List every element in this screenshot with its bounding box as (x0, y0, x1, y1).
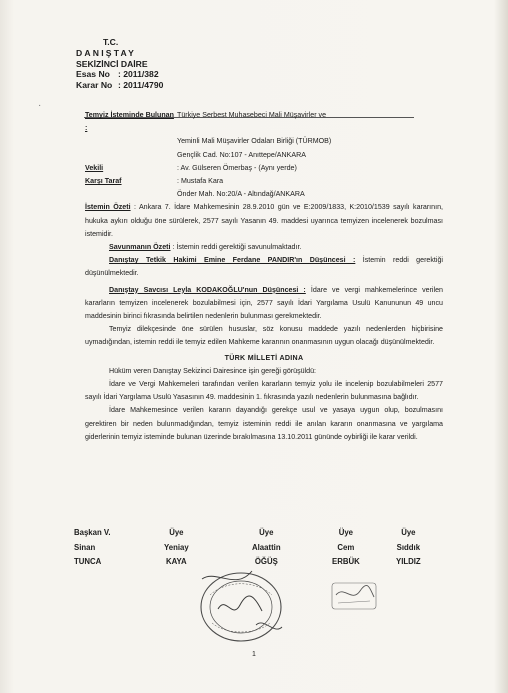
temyiz-line-1: Türkiye Serbest Muhasebeci Mali Müşavirler ve (177, 111, 327, 119)
signature-uye-3 (332, 526, 360, 570)
header-court: DANIŞTAY (76, 47, 137, 58)
ozet-label: İstemin Özeti (85, 203, 131, 212)
document-body (85, 109, 443, 444)
signature-role: Başkan V. (74, 528, 111, 537)
scan-mark: · (38, 100, 42, 111)
document-header (76, 37, 163, 91)
page-number: 1 (252, 651, 256, 658)
savci-paragraph-2: Temyiz dilekçesinde öne sürülen hususlar, söz konusu maddede yazılı nedenlerden hiçbirisine uymadığından, istemin reddi ile temyiz edilen Mahkeme kararının onanmasının uygun olacağı düşünülmektedir. (85, 325, 443, 347)
decision-title: TÜRK MİLLETİ ADINA (224, 353, 304, 362)
signature-first-name: Alaattin (252, 542, 281, 552)
savci-paragraph (85, 284, 443, 324)
signature-uye-4 (396, 526, 421, 570)
vekil-label: Vekili (85, 163, 104, 172)
hakim-label: Danıştay Tetkik Hakimi Emine Ferdane PANDIR'ın Düşüncesi : (109, 256, 356, 265)
esas-row (76, 69, 163, 80)
vekil-party (85, 162, 443, 175)
decision-paragraph-2: İdare ve Vergi Mahkemeleri tarafından verilen kararların temyiz yolu ile incelenip bozulabilmeleri 2577 sayılı İdari Yargılama Usulü Yasasının 49. maddesinin 1. fıkrasında yazılı nedenlerin bulunmasına bağlıdır. (85, 380, 443, 402)
savunma-paragraph (85, 241, 443, 254)
signature-last-name: ERBÜK (332, 557, 360, 566)
temyiz-label: Temyiz İsteminde Bulunan : (85, 111, 174, 133)
signature-first-name: Sinan (74, 542, 96, 552)
decision-paragraph-3: İdare Mahkemesince verilen kararın dayandığı gerekçe usul ve yasaya uygun olup, bozulmasını gerektiren bir neden bulunmadığından, temyiz isteminin reddi ile anılan kararın onanmasına ve yargılama giderlerinin temyiz isteminde bulunan üzerinde bırakılmasına 13.10.2011 gününde oybirliği ile karar verildi. (85, 406, 443, 441)
hakim-text: İstemin reddi gerektiği düşünülmektedir. (85, 256, 443, 278)
signature-uye-2 (252, 526, 281, 570)
esas-value: : 2011/382 (118, 69, 159, 80)
karsi-label: Karşı Taraf (85, 177, 122, 186)
signature-role: Üye (169, 528, 184, 537)
registry-stamp (330, 579, 380, 615)
signature-first-name: Cem (337, 542, 355, 552)
signature-baskan (74, 526, 111, 570)
court-seal-stamp (196, 565, 286, 647)
header-chamber: SEKİZİNCİ DAİRE (76, 58, 148, 69)
decision-paragraph-1: Hüküm veren Danıştay Sekizinci Dairesince işin gereği görüşüldü: (109, 366, 316, 375)
karar-row (76, 80, 163, 91)
signature-role: Üye (259, 528, 274, 537)
savunma-label: Savunmanın Özeti (109, 243, 171, 252)
signature-first-name: Yeniay (164, 542, 189, 552)
header-tc: T.C. (103, 37, 119, 47)
signature-uye-1 (164, 526, 189, 570)
savunma-text: : İstemin reddi gerektiği savunulmaktadır. (172, 243, 302, 252)
signature-last-name: TUNCA (74, 557, 102, 566)
signature-first-name: Sıddık (396, 542, 421, 552)
temyiz-line-2: Yeminli Mali Müşavirler Odaları Birliği (TÜRMOB) (177, 137, 332, 146)
savci-text: İdare ve vergi mahkemelerince verilen kararların temyizen incelenerek bozulabilmesi için, 2577 sayılı İdari Yargılama Usulü Kanununun 49 uncu maddesinin birinci fıkrasında belirtilen nedenlerin bulunması gerekmektedir. (85, 285, 443, 321)
signature-last-name: KAYA (166, 557, 187, 566)
karar-value: : 2011/4790 (118, 80, 164, 91)
signature-role: Üye (338, 528, 354, 537)
ozet-paragraph (85, 201, 443, 241)
hakim-paragraph (85, 254, 443, 280)
temyiz-line-3: Gençlik Cad. No:107 - Anıttepe/ANKARA (177, 150, 306, 159)
vekil-value: : Av. Gülseren Ömerbaş - (Aynı yerde) (177, 163, 297, 172)
karar-label: Karar No (76, 80, 113, 91)
signature-last-name: YILDIZ (396, 557, 421, 566)
karsi-party (85, 175, 443, 188)
karsi-line-2: Önder Mah. No:20/A - Altındağ/ANKARA (177, 190, 305, 199)
temyiz-party (85, 109, 443, 135)
esas-label: Esas No (76, 69, 110, 80)
signature-role: Üye (401, 528, 416, 537)
karsi-line-1: : Mustafa Kara (177, 177, 224, 186)
signature-last-name: ÖĞÜŞ (254, 557, 278, 566)
ozet-text: : Ankara 7. İdare Mahkemesinin 28.9.2010 gün ve E:2009/1833, K:2010/1539 sayılı kararının, hukuka aykırı olduğu öne sürülerek, 2577 sayılı Yasanın 49. maddesi uyarınca temyizen incelenerek bozulması istemidir. (85, 203, 443, 238)
savci-label: Danıştay Savcısı Leyla KODAKOĞLU'nun Düşüncesi : (109, 285, 306, 294)
